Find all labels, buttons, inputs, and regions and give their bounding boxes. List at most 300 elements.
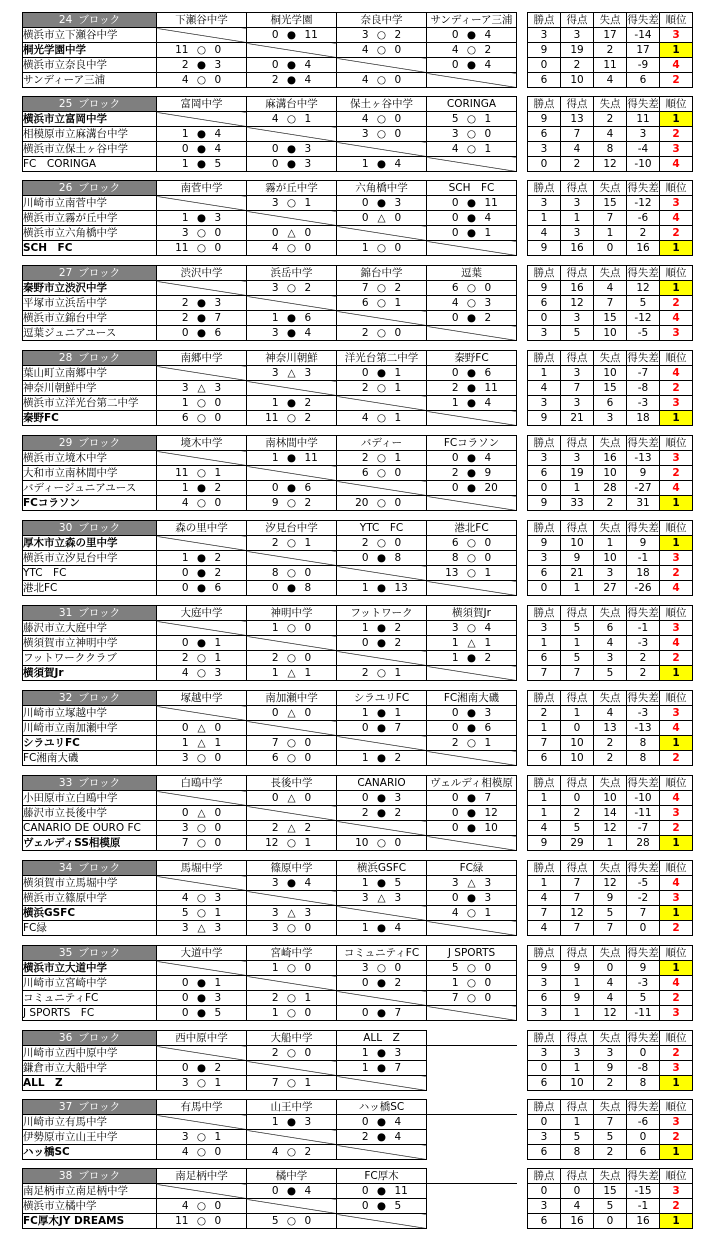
team-name: 横浜市立境木中学 xyxy=(23,451,157,466)
rank: 1 xyxy=(660,241,693,256)
self-match-cell xyxy=(247,806,337,821)
match-result xyxy=(427,58,517,73)
score-against: 5 xyxy=(214,158,222,170)
block-title xyxy=(23,521,157,536)
match-result xyxy=(157,241,247,256)
team-row xyxy=(23,366,693,381)
spacer-cell xyxy=(517,1100,528,1115)
score-against: 0 xyxy=(304,752,312,764)
self-match-cell xyxy=(247,976,337,991)
result-symbol: ○ xyxy=(286,622,297,634)
block-title xyxy=(23,436,157,451)
points: 9 xyxy=(528,496,561,511)
score-against: 1 xyxy=(394,667,402,679)
spacer-cell xyxy=(517,411,528,426)
self-match-cell xyxy=(247,721,337,736)
result-symbol: ○ xyxy=(196,1131,207,1143)
block-header-row xyxy=(23,13,693,28)
points: 6 xyxy=(528,466,561,481)
stat-header-1: 得点 xyxy=(561,521,594,536)
spacer-cell xyxy=(517,396,528,411)
match-result xyxy=(247,991,337,1006)
result-symbol: ○ xyxy=(466,962,477,974)
goals-against: 15 xyxy=(594,196,627,211)
self-match-cell xyxy=(337,736,427,751)
self-match-cell xyxy=(427,241,517,256)
result-symbol: ● xyxy=(466,197,477,209)
goals-for: 7 xyxy=(561,876,594,891)
score-for: 4 xyxy=(361,113,369,125)
spacer-cell xyxy=(517,496,528,511)
score-for: 1 xyxy=(361,877,369,889)
self-match-cell xyxy=(157,451,247,466)
match-result xyxy=(427,211,517,226)
result-symbol: ○ xyxy=(196,1146,207,1158)
team-name: 大和市立南林間中学 xyxy=(23,466,157,481)
result-symbol: ● xyxy=(466,722,477,734)
self-match-cell xyxy=(157,281,247,296)
column-team-header: 南菅中学 xyxy=(157,181,247,196)
score-against: 7 xyxy=(214,312,222,324)
match-result xyxy=(157,296,247,311)
result-symbol: ● xyxy=(466,29,477,41)
points: 4 xyxy=(528,921,561,936)
column-team-header: 洋光台第二中学 xyxy=(337,351,427,366)
block-suffix: ブロック xyxy=(78,352,121,364)
team-row xyxy=(23,821,693,836)
result-symbol: ○ xyxy=(286,497,297,509)
stat-header-2: 失点 xyxy=(594,97,627,112)
points: 6 xyxy=(528,73,561,88)
goals-against: 4 xyxy=(594,127,627,142)
result-symbol: ● xyxy=(196,482,207,494)
result-symbol: ○ xyxy=(286,567,297,579)
score-against: 2 xyxy=(304,497,312,509)
score-against: 3 xyxy=(214,667,222,679)
match-result xyxy=(157,1199,247,1214)
match-result xyxy=(427,43,517,58)
score-for: 3 xyxy=(271,282,279,294)
block-header-row xyxy=(23,351,693,366)
result-symbol: ● xyxy=(196,59,207,71)
team-row xyxy=(23,636,693,651)
points: 4 xyxy=(528,821,561,836)
goals-against: 27 xyxy=(594,581,627,596)
goals-against: 5 xyxy=(594,906,627,921)
block-suffix: ブロック xyxy=(78,1101,121,1113)
team-row xyxy=(23,396,693,411)
goals-against: 3 xyxy=(594,1046,627,1061)
match-result xyxy=(247,281,337,296)
score-against: 0 xyxy=(304,707,312,719)
goals-for: 9 xyxy=(561,551,594,566)
goal-difference: 3 xyxy=(627,127,660,142)
match-result xyxy=(157,721,247,736)
points: 3 xyxy=(528,1006,561,1021)
goals-for: 8 xyxy=(561,1145,594,1160)
match-result xyxy=(337,366,427,381)
score-for: 4 xyxy=(271,242,279,254)
score-for: 3 xyxy=(451,877,459,889)
stat-header-2: 失点 xyxy=(594,946,627,961)
score-for: 2 xyxy=(361,667,369,679)
result-symbol: ● xyxy=(196,567,207,579)
result-symbol: ● xyxy=(376,158,387,170)
result-symbol: ● xyxy=(376,197,387,209)
spacer-cell xyxy=(517,946,528,961)
match-result xyxy=(337,1115,427,1130)
points: 3 xyxy=(528,142,561,157)
score-for: 1 xyxy=(361,1062,369,1074)
goals-for: 21 xyxy=(561,411,594,426)
goals-against: 10 xyxy=(594,326,627,341)
goals-for: 1 xyxy=(561,1115,594,1130)
points: 1 xyxy=(528,721,561,736)
points: 9 xyxy=(528,281,561,296)
score-for: 1 xyxy=(181,158,189,170)
stat-header-3: 得失差 xyxy=(627,14,659,26)
score-against: 1 xyxy=(214,737,222,749)
score-for: 0 xyxy=(361,367,369,379)
match-result xyxy=(247,326,337,341)
points: 6 xyxy=(528,566,561,581)
block-suffix: ブロック xyxy=(78,1032,121,1044)
goals-for: 5 xyxy=(561,621,594,636)
rank: 2 xyxy=(660,73,693,88)
spacer-cell xyxy=(517,351,528,366)
match-result xyxy=(157,551,247,566)
self-match-cell xyxy=(247,1199,337,1214)
spacer-cell xyxy=(517,436,528,451)
score-against: 1 xyxy=(484,907,492,919)
result-symbol: ● xyxy=(286,452,297,464)
block-title xyxy=(23,351,157,366)
match-result xyxy=(157,481,247,496)
column-team-header: FC厚木 xyxy=(337,1169,427,1184)
match-result xyxy=(337,706,427,721)
self-match-cell xyxy=(157,621,247,636)
points: 6 xyxy=(528,296,561,311)
spacer-cell xyxy=(517,58,528,73)
goals-against: 0 xyxy=(594,241,627,256)
spacer-cell xyxy=(517,281,528,296)
points: 6 xyxy=(528,991,561,1006)
score-for: 6 xyxy=(451,282,459,294)
goal-difference: -4 xyxy=(627,142,660,157)
spacer-cell xyxy=(517,326,528,341)
match-result xyxy=(247,451,337,466)
match-result xyxy=(337,1006,427,1021)
self-match-cell xyxy=(337,481,427,496)
stat-header-3: 得失差 xyxy=(627,692,659,704)
match-result xyxy=(337,466,427,481)
match-result xyxy=(337,196,427,211)
score-against: 3 xyxy=(214,212,222,224)
column-team-header: 馬堀中学 xyxy=(157,861,247,876)
result-symbol: ● xyxy=(196,977,207,989)
result-symbol: ● xyxy=(376,552,387,564)
score-against: 6 xyxy=(214,582,222,594)
score-against: 0 xyxy=(394,113,402,125)
self-match-cell xyxy=(247,1130,337,1145)
stat-header-1: 得点 xyxy=(561,861,594,876)
goal-difference: -6 xyxy=(627,211,660,226)
self-match-cell xyxy=(337,142,427,157)
goals-for: 1 xyxy=(561,211,594,226)
self-match-cell xyxy=(427,157,517,172)
score-against: 2 xyxy=(214,1062,222,1074)
goals-for: 4 xyxy=(561,142,594,157)
self-match-cell xyxy=(337,58,427,73)
column-team-header: 篠原中学 xyxy=(247,861,337,876)
goals-against: 4 xyxy=(594,73,627,88)
result-symbol: ○ xyxy=(286,962,297,974)
score-against: 4 xyxy=(304,59,312,71)
result-symbol: △ xyxy=(377,892,386,904)
score-against: 0 xyxy=(484,977,492,989)
result-symbol: ○ xyxy=(286,1215,297,1227)
column-team-header: 宮崎中学 xyxy=(247,946,337,961)
result-symbol: ○ xyxy=(376,452,387,464)
score-for: 0 xyxy=(451,312,459,324)
stat-header-3: 得失差 xyxy=(627,522,659,534)
goals-against: 9 xyxy=(594,1061,627,1076)
points: 0 xyxy=(528,58,561,73)
column-team-header: 南足柄中学 xyxy=(157,1169,247,1184)
score-against: 1 xyxy=(214,467,222,479)
team-row xyxy=(23,296,693,311)
goal-difference: -15 xyxy=(627,1184,660,1199)
stat-header-1: 得点 xyxy=(561,97,594,112)
team-name: FC厚木JY DREAMS xyxy=(23,1214,157,1229)
score-against: 0 xyxy=(214,44,222,56)
score-for: 1 xyxy=(451,397,459,409)
goal-difference: 8 xyxy=(627,736,660,751)
self-match-cell xyxy=(157,706,247,721)
self-match-cell xyxy=(247,211,337,226)
score-against: 6 xyxy=(304,312,312,324)
score-against: 5 xyxy=(394,1200,402,1212)
match-result xyxy=(247,73,337,88)
goals-for: 0 xyxy=(561,1184,594,1199)
block-number: 35 xyxy=(58,947,73,959)
result-symbol: ● xyxy=(466,467,477,479)
goal-difference: 11 xyxy=(627,112,660,127)
stat-header-0: 勝点 xyxy=(528,351,561,366)
block-table-29 xyxy=(22,435,693,511)
points: 3 xyxy=(528,1199,561,1214)
team-name: 川崎市立塚越中学 xyxy=(23,706,157,721)
score-against: 0 xyxy=(304,962,312,974)
match-result xyxy=(337,326,427,341)
goal-difference: -1 xyxy=(627,1199,660,1214)
stat-header-1: 得点 xyxy=(561,946,594,961)
goals-for: 10 xyxy=(561,1076,594,1091)
score-against: 0 xyxy=(394,837,402,849)
goal-difference: 5 xyxy=(627,991,660,1006)
column-team-header: 渋沢中学 xyxy=(157,266,247,281)
match-result xyxy=(157,142,247,157)
score-against: 1 xyxy=(214,1077,222,1089)
points: 3 xyxy=(528,976,561,991)
team-row xyxy=(23,451,693,466)
match-result xyxy=(247,481,337,496)
score-against: 0 xyxy=(304,737,312,749)
goals-for: 3 xyxy=(561,451,594,466)
score-against: 5 xyxy=(214,1007,222,1019)
result-symbol: △ xyxy=(197,807,206,819)
score-against: 0 xyxy=(304,1215,312,1227)
score-against: 0 xyxy=(394,128,402,140)
goals-for: 3 xyxy=(561,311,594,326)
match-result xyxy=(247,58,337,73)
block-suffix: ブロック xyxy=(78,692,121,704)
goals-against: 2 xyxy=(594,751,627,766)
match-result xyxy=(157,58,247,73)
team-row xyxy=(23,551,693,566)
match-result xyxy=(337,791,427,806)
score-against: 0 xyxy=(304,1047,312,1059)
block-suffix: ブロック xyxy=(78,267,121,279)
block-number: 36 xyxy=(58,1032,73,1044)
score-against: 2 xyxy=(214,567,222,579)
score-against: 2 xyxy=(214,482,222,494)
match-result xyxy=(247,666,337,681)
result-symbol: ○ xyxy=(376,537,387,549)
score-for: 1 xyxy=(271,1116,279,1128)
goal-difference: -5 xyxy=(627,326,660,341)
team-name: 横須賀市立神明中学 xyxy=(23,636,157,651)
goal-difference: 9 xyxy=(627,536,660,551)
score-against: 4 xyxy=(484,29,492,41)
goals-against: 2 xyxy=(594,1076,627,1091)
goals-for: 3 xyxy=(561,366,594,381)
match-result xyxy=(157,411,247,426)
score-for: 0 xyxy=(451,892,459,904)
goals-for: 10 xyxy=(561,736,594,751)
match-result xyxy=(157,736,247,751)
rank: 3 xyxy=(660,396,693,411)
empty-cell xyxy=(427,1184,517,1199)
stat-header-4: 順位 xyxy=(660,436,693,451)
team-row xyxy=(23,157,693,172)
score-against: 9 xyxy=(484,467,492,479)
team-row xyxy=(23,891,693,906)
goal-difference: -5 xyxy=(627,876,660,891)
stat-header-3: 得失差 xyxy=(627,182,659,194)
score-for: 0 xyxy=(271,59,279,71)
match-result xyxy=(247,791,337,806)
self-match-cell xyxy=(337,311,427,326)
goals-against: 12 xyxy=(594,876,627,891)
points: 3 xyxy=(528,28,561,43)
score-against: 3 xyxy=(484,877,492,889)
match-result xyxy=(427,821,517,836)
score-against: 0 xyxy=(304,652,312,664)
score-against: 3 xyxy=(394,792,402,804)
team-row xyxy=(23,1061,693,1076)
score-against: 2 xyxy=(394,977,402,989)
goals-for: 0 xyxy=(561,721,594,736)
goals-against: 14 xyxy=(594,806,627,821)
score-against: 4 xyxy=(304,1185,312,1197)
goals-against: 7 xyxy=(594,296,627,311)
score-for: 0 xyxy=(361,1007,369,1019)
self-match-cell xyxy=(157,791,247,806)
column-team-header: コミュニティFC xyxy=(337,946,427,961)
team-name: 藤沢市立長後中学 xyxy=(23,806,157,821)
team-row xyxy=(23,836,693,851)
score-against: 1 xyxy=(484,143,492,155)
block-number: 34 xyxy=(58,862,73,874)
score-against: 3 xyxy=(214,382,222,394)
result-symbol: △ xyxy=(287,367,296,379)
result-symbol: ○ xyxy=(286,1077,297,1089)
goal-difference: -1 xyxy=(627,551,660,566)
goal-difference: 28 xyxy=(627,836,660,851)
score-against: 2 xyxy=(304,1146,312,1158)
block-suffix: ブロック xyxy=(78,1170,121,1182)
block-table-25 xyxy=(22,96,693,172)
match-result xyxy=(157,1130,247,1145)
score-for: 3 xyxy=(271,922,279,934)
score-against: 1 xyxy=(394,452,402,464)
team-name: 川崎市立宮崎中学 xyxy=(23,976,157,991)
goals-against: 5 xyxy=(594,1199,627,1214)
points: 9 xyxy=(528,43,561,58)
goal-difference: -3 xyxy=(627,636,660,651)
result-symbol: ● xyxy=(376,1116,387,1128)
match-result xyxy=(337,211,427,226)
goal-difference: -10 xyxy=(627,157,660,172)
spacer-cell xyxy=(517,381,528,396)
team-name: シラユリFC xyxy=(23,736,157,751)
stat-header-2: 失点 xyxy=(594,776,627,791)
goals-against: 10 xyxy=(594,551,627,566)
score-for: 0 xyxy=(361,552,369,564)
score-against: 0 xyxy=(304,242,312,254)
self-match-cell xyxy=(427,751,517,766)
match-result xyxy=(247,751,337,766)
score-for: 0 xyxy=(271,227,279,239)
match-result xyxy=(247,621,337,636)
score-for: 1 xyxy=(271,622,279,634)
column-team-header: 大道中学 xyxy=(157,946,247,961)
spacer-cell xyxy=(517,181,528,196)
empty-cell xyxy=(427,1046,517,1061)
score-for: 0 xyxy=(451,227,459,239)
points: 7 xyxy=(528,736,561,751)
spacer-cell xyxy=(517,13,528,28)
goal-difference: 0 xyxy=(627,1046,660,1061)
spacer-cell xyxy=(517,97,528,112)
stat-header-2: 失点 xyxy=(594,861,627,876)
result-symbol: ● xyxy=(376,1131,387,1143)
score-against: 3 xyxy=(304,907,312,919)
score-for: 1 xyxy=(181,482,189,494)
goals-against: 12 xyxy=(594,157,627,172)
score-against: 2 xyxy=(484,312,492,324)
team-name: 横浜市立下瀬谷中学 xyxy=(23,28,157,43)
rank: 3 xyxy=(660,551,693,566)
result-symbol: △ xyxy=(287,707,296,719)
match-result xyxy=(157,43,247,58)
team-row xyxy=(23,1115,693,1130)
score-for: 0 xyxy=(451,822,459,834)
self-match-cell xyxy=(337,991,427,1006)
goals-for: 19 xyxy=(561,43,594,58)
score-against: 0 xyxy=(214,722,222,734)
